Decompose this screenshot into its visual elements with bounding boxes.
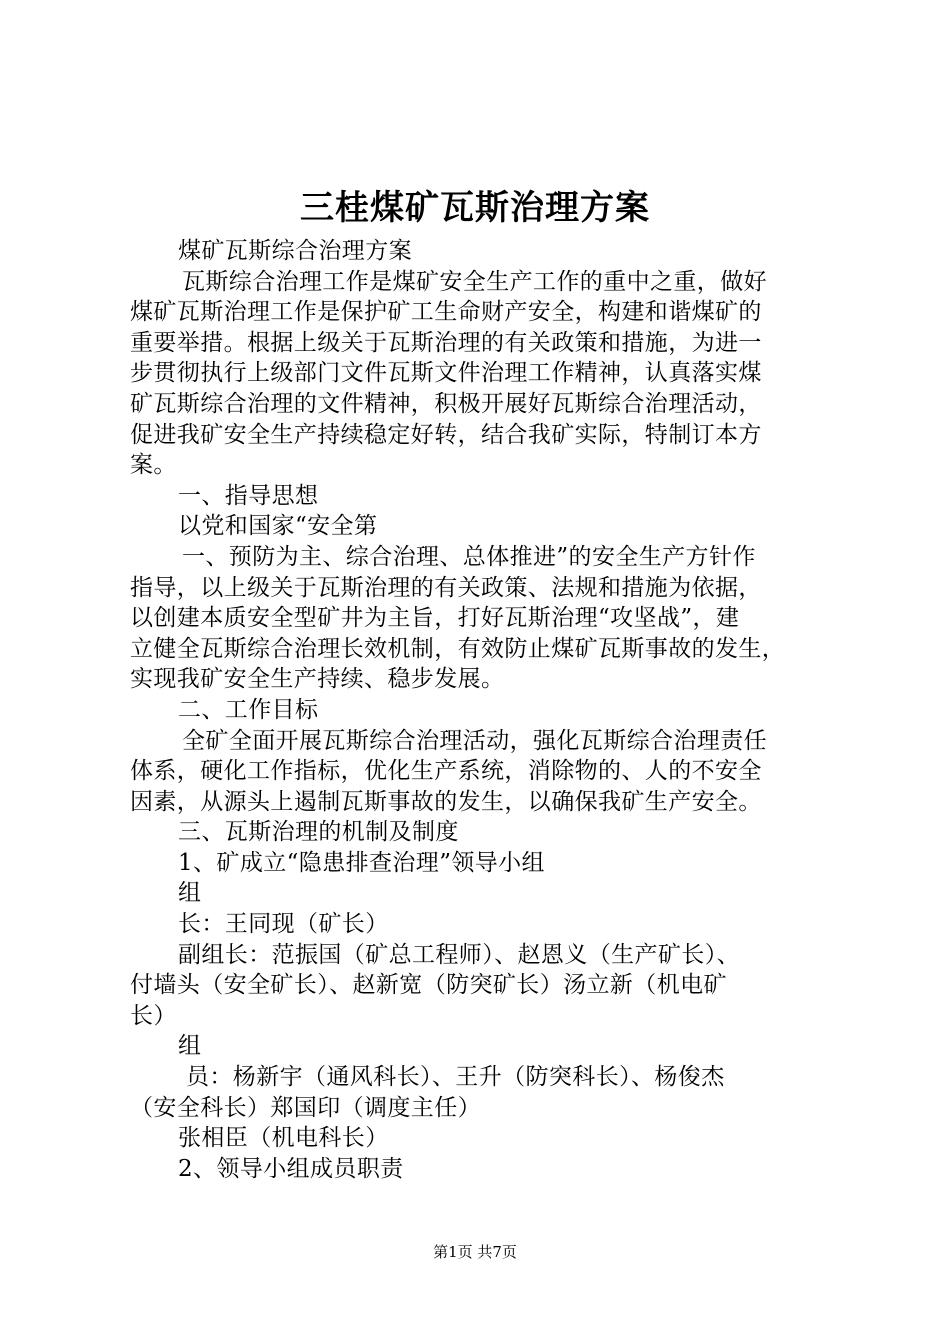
text-line: 因素，从源头上遏制瓦斯事故的发生，以确保我矿生产安全。 bbox=[130, 788, 762, 815]
text-line: 1、矿成立“隐患排查治理”领导小组 bbox=[178, 849, 545, 876]
document-title: 三桂煤矿瓦斯治理方案 bbox=[300, 188, 650, 228]
text-line: 实现我矿安全生产持续、稳步发展。 bbox=[130, 666, 505, 693]
text-line: 付墙头（安全矿长）、赵新宽（防突矿长）汤立新（机电矿 bbox=[130, 972, 727, 999]
text-line: 指导，以上级关于瓦斯治理的有关政策、法规和措施为依据， bbox=[130, 574, 762, 601]
page-footer: 第1页 共7页 bbox=[433, 1243, 517, 1261]
text-line: 长） bbox=[130, 1002, 177, 1029]
text-line: 步贯彻执行上级部门文件瓦斯文件治理工作精神，认真落实煤 bbox=[130, 360, 762, 387]
text-line: 组 bbox=[178, 1033, 202, 1060]
text-line: 2、领导小组成员职责 bbox=[178, 1155, 404, 1182]
text-line: 煤矿瓦斯综合治理方案 bbox=[178, 238, 412, 264]
text-line: 矿瓦斯综合治理的文件精神，积极开展好瓦斯综合治理活动， bbox=[130, 390, 762, 417]
section-heading: 一、指导思想 bbox=[178, 482, 319, 509]
text-line: 长：王同现（矿长） bbox=[178, 911, 389, 938]
text-line: 立健全瓦斯综合治理长效机制，有效防止煤矿瓦斯事故的发生， bbox=[130, 635, 786, 662]
text-line: 体系，硬化工作指标，优化生产系统，消除物的、人的不安全 bbox=[130, 758, 762, 785]
text-line: 员：杨新宇（通风科长）、王升（防突科长）、杨俊杰 bbox=[186, 1064, 725, 1091]
text-line: 瓦斯综合治理工作是煤矿安全生产工作的重中之重，做好 bbox=[182, 268, 767, 295]
text-line: 一、预防为主、综合治理、总体推进”的安全生产方针作 bbox=[182, 543, 756, 570]
text-line: （安全科长）郑国印（调度主任） bbox=[130, 1094, 481, 1121]
text-line: 案。 bbox=[130, 452, 177, 479]
section-heading: 三、瓦斯治理的机制及制度 bbox=[178, 819, 459, 846]
document-body bbox=[130, 236, 840, 1184]
text-line: 张相臣（机电科长） bbox=[178, 1125, 389, 1152]
text-line: 组 bbox=[178, 880, 202, 907]
section-heading: 二、工作目标 bbox=[178, 696, 319, 723]
text-line: 全矿全面开展瓦斯综合治理活动，强化瓦斯综合治理责任 bbox=[182, 727, 767, 754]
text-line: 重要举措。根据上级关于瓦斯治理的有关政策和措施，为进一 bbox=[130, 329, 762, 356]
text-line: 副组长：范振国（矿总工程师）、赵恩义（生产矿长）、 bbox=[178, 941, 740, 968]
text-line: 以党和国家“安全第 bbox=[178, 513, 378, 540]
text-line: 促进我矿安全生产持续稳定好转，结合我矿实际，特制订本方 bbox=[130, 421, 762, 448]
text-line: 煤矿瓦斯治理工作是保护矿工生命财产安全，构建和谐煤矿的 bbox=[130, 299, 762, 326]
text-line: 以创建本质安全型矿井为主旨，打好瓦斯治理“攻坚战”，建 bbox=[130, 605, 740, 632]
